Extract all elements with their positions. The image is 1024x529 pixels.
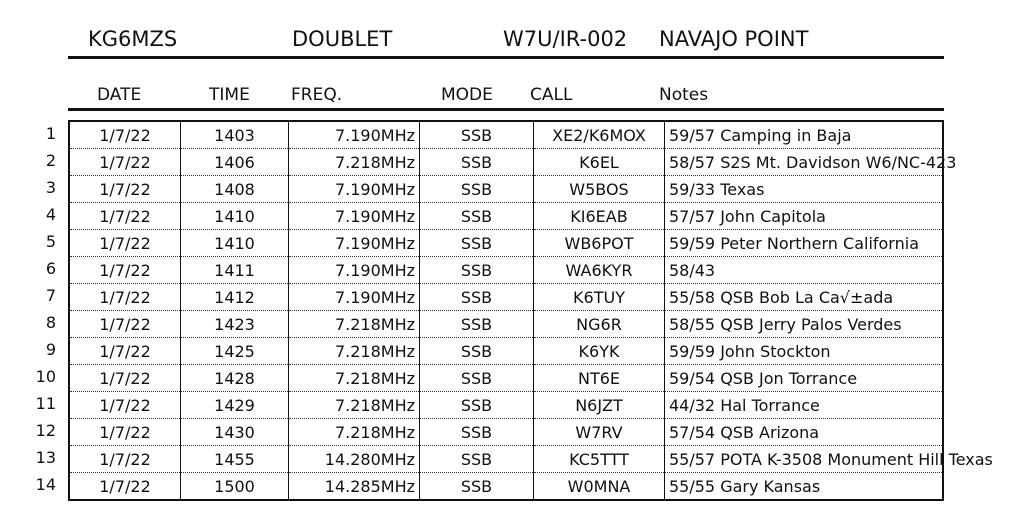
cell-date: 1/7/22 xyxy=(69,176,181,203)
row-number: 2 xyxy=(45,151,56,170)
cell-mode: SSB xyxy=(420,338,534,365)
column-header-date: DATE xyxy=(97,85,142,105)
cell-time: 1429 xyxy=(181,392,289,419)
cell-mode: SSB xyxy=(420,392,534,419)
row-number: 12 xyxy=(35,421,56,440)
cell-freq: 7.190MHz xyxy=(289,284,420,311)
qso-log-table xyxy=(68,120,993,501)
table-row xyxy=(69,392,943,419)
table-row xyxy=(69,176,943,203)
table-row xyxy=(69,338,943,365)
cell-mode: SSB xyxy=(420,446,534,473)
cell-freq: 7.190MHz xyxy=(289,257,420,284)
cell-notes: 55/55 Gary Kansas xyxy=(665,473,944,501)
cell-call: WB6POT xyxy=(534,230,665,257)
cell-time: 1425 xyxy=(181,338,289,365)
row-number: 13 xyxy=(35,448,56,467)
table-row xyxy=(69,121,943,149)
cell-date: 1/7/22 xyxy=(69,230,181,257)
cell-freq: 7.218MHz xyxy=(289,311,420,338)
cell-date: 1/7/22 xyxy=(69,284,181,311)
cell-notes: 55/57 POTA K-3508 Monument Hill Texas xyxy=(665,446,944,473)
table-row xyxy=(69,446,943,473)
row-number: 11 xyxy=(35,394,56,413)
cell-date: 1/7/22 xyxy=(69,311,181,338)
cell-freq: 7.218MHz xyxy=(289,365,420,392)
cell-notes: 59/33 Texas xyxy=(665,176,944,203)
cell-notes: 58/57 S2S Mt. Davidson W6/NC-423 xyxy=(665,149,944,176)
cell-mode: SSB xyxy=(420,473,534,501)
row-number: 4 xyxy=(45,205,56,224)
table-row xyxy=(69,203,943,230)
cell-notes: 59/59 John Stockton xyxy=(665,338,944,365)
cell-mode: SSB xyxy=(420,419,534,446)
cell-call: W0MNA xyxy=(534,473,665,501)
cell-call: KI6EAB xyxy=(534,203,665,230)
cell-mode: SSB xyxy=(420,365,534,392)
cell-time: 1412 xyxy=(181,284,289,311)
cell-time: 1411 xyxy=(181,257,289,284)
cell-mode: SSB xyxy=(420,203,534,230)
cell-notes: 59/57 Camping in Baja xyxy=(665,121,944,149)
cell-time: 1410 xyxy=(181,203,289,230)
column-header-call: CALL xyxy=(530,85,573,105)
antenna-type: DOUBLET xyxy=(292,27,393,51)
cell-call: K6EL xyxy=(534,149,665,176)
table-row xyxy=(69,230,943,257)
cell-notes: 58/55 QSB Jerry Palos Verdes xyxy=(665,311,944,338)
cell-freq: 7.218MHz xyxy=(289,338,420,365)
cell-call: W7RV xyxy=(534,419,665,446)
row-number: 1 xyxy=(45,124,56,143)
cell-call: N6JZT xyxy=(534,392,665,419)
cell-freq: 7.190MHz xyxy=(289,230,420,257)
cell-mode: SSB xyxy=(420,149,534,176)
row-number: 8 xyxy=(45,313,56,332)
column-header-freq: FREQ. xyxy=(291,85,343,105)
summit-reference: W7U/IR-002 xyxy=(503,27,628,51)
cell-freq: 7.190MHz xyxy=(289,121,420,149)
cell-call: KC5TTT xyxy=(534,446,665,473)
cell-time: 1430 xyxy=(181,419,289,446)
cell-date: 1/7/22 xyxy=(69,338,181,365)
cell-freq: 7.190MHz xyxy=(289,176,420,203)
cell-freq: 7.218MHz xyxy=(289,419,420,446)
cell-date: 1/7/22 xyxy=(69,121,181,149)
column-header-time: TIME xyxy=(209,85,250,105)
table-row xyxy=(69,419,943,446)
row-number: 9 xyxy=(45,340,56,359)
cell-freq: 7.218MHz xyxy=(289,149,420,176)
row-numbers xyxy=(0,120,68,498)
cell-time: 1428 xyxy=(181,365,289,392)
column-header-divider xyxy=(68,108,944,111)
table-row xyxy=(69,473,943,501)
cell-notes: 58/43 xyxy=(665,257,944,284)
cell-date: 1/7/22 xyxy=(69,365,181,392)
cell-call: XE2/K6MOX xyxy=(534,121,665,149)
column-headers xyxy=(0,85,1024,107)
row-number: 3 xyxy=(45,178,56,197)
row-number: 5 xyxy=(45,232,56,251)
header-divider xyxy=(68,56,944,59)
cell-time: 1403 xyxy=(181,121,289,149)
cell-time: 1410 xyxy=(181,230,289,257)
cell-time: 1406 xyxy=(181,149,289,176)
table-row xyxy=(69,365,943,392)
table-row xyxy=(69,149,943,176)
cell-date: 1/7/22 xyxy=(69,149,181,176)
cell-mode: SSB xyxy=(420,257,534,284)
cell-time: 1500 xyxy=(181,473,289,501)
cell-freq: 7.190MHz xyxy=(289,203,420,230)
table-row xyxy=(69,311,943,338)
row-number: 6 xyxy=(45,259,56,278)
cell-freq: 14.280MHz xyxy=(289,446,420,473)
summit-name: NAVAJO POINT xyxy=(659,27,809,51)
cell-mode: SSB xyxy=(420,284,534,311)
cell-time: 1455 xyxy=(181,446,289,473)
cell-date: 1/7/22 xyxy=(69,419,181,446)
cell-mode: SSB xyxy=(420,311,534,338)
cell-mode: SSB xyxy=(420,230,534,257)
cell-notes: 44/32 Hal Torrance xyxy=(665,392,944,419)
cell-freq: 14.285MHz xyxy=(289,473,420,501)
cell-call: NG6R xyxy=(534,311,665,338)
cell-notes: 57/57 John Capitola xyxy=(665,203,944,230)
cell-call: NT6E xyxy=(534,365,665,392)
cell-date: 1/7/22 xyxy=(69,473,181,501)
cell-call: W5BOS xyxy=(534,176,665,203)
cell-notes: 59/54 QSB Jon Torrance xyxy=(665,365,944,392)
cell-call: WA6KYR xyxy=(534,257,665,284)
cell-notes: 59/59 Peter Northern California xyxy=(665,230,944,257)
cell-call: K6TUY xyxy=(534,284,665,311)
row-number: 10 xyxy=(35,367,56,386)
cell-notes: 57/54 QSB Arizona xyxy=(665,419,944,446)
cell-mode: SSB xyxy=(420,176,534,203)
cell-call: K6YK xyxy=(534,338,665,365)
cell-date: 1/7/22 xyxy=(69,257,181,284)
row-number: 7 xyxy=(45,286,56,305)
column-header-notes: Notes xyxy=(659,85,709,105)
log-header xyxy=(0,27,1024,57)
cell-date: 1/7/22 xyxy=(69,203,181,230)
table-row xyxy=(69,284,943,311)
cell-freq: 7.218MHz xyxy=(289,392,420,419)
row-number: 14 xyxy=(35,475,56,494)
table-row xyxy=(69,257,943,284)
cell-date: 1/7/22 xyxy=(69,392,181,419)
cell-time: 1423 xyxy=(181,311,289,338)
column-header-mode: MODE xyxy=(441,85,493,105)
operator-callsign: KG6MZS xyxy=(88,27,178,51)
cell-time: 1408 xyxy=(181,176,289,203)
cell-date: 1/7/22 xyxy=(69,446,181,473)
cell-notes: 55/58 QSB Bob La Ca√±ada xyxy=(665,284,944,311)
cell-mode: SSB xyxy=(420,121,534,149)
